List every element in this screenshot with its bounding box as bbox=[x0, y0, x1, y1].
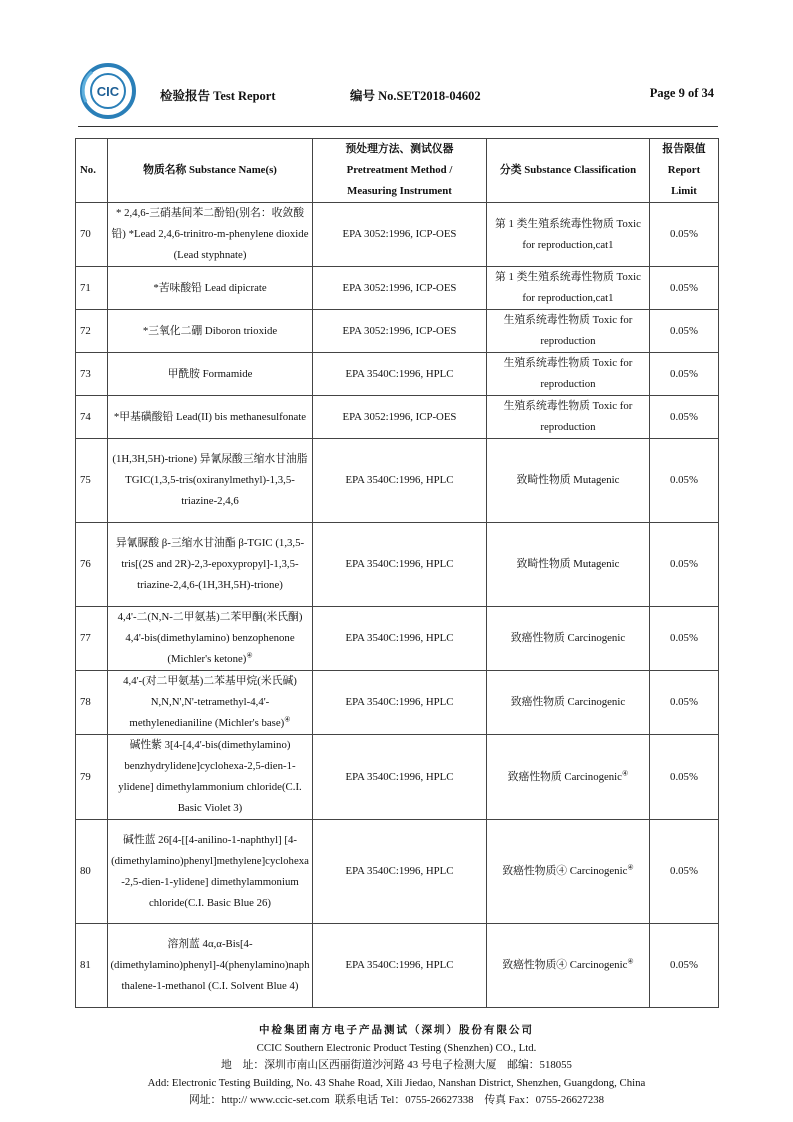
cell-limit-text: 0.05% bbox=[670, 865, 698, 877]
cell-method bbox=[313, 267, 487, 310]
cell-method-text: EPA 3052:1996, ICP-OES bbox=[342, 324, 457, 337]
cell-limit-text: 0.05% bbox=[670, 474, 698, 486]
cell-classification bbox=[487, 820, 650, 924]
cell-no-text: 78 bbox=[80, 696, 91, 708]
table-row bbox=[76, 924, 719, 1008]
cell-substance-name-text: 甲酰胺 Formamide bbox=[167, 367, 253, 380]
cell-classification-text: 生殖系统毒性物质 Toxic for reproduction bbox=[503, 400, 633, 433]
cell-classification bbox=[487, 439, 650, 523]
cell-substance-name bbox=[108, 203, 313, 267]
cell-classification bbox=[487, 310, 650, 353]
header-no: No. bbox=[76, 139, 108, 203]
cell-no-text: 79 bbox=[80, 770, 91, 783]
cell-method-text: EPA 3540C:1996, HPLC bbox=[345, 770, 454, 783]
cell-method bbox=[313, 607, 487, 671]
cell-substance-name bbox=[108, 267, 313, 310]
cell-method bbox=[313, 396, 487, 439]
cell-no-text: 73 bbox=[80, 367, 91, 380]
cell-no-text: 76 bbox=[80, 558, 91, 570]
cell-method bbox=[313, 203, 487, 267]
cell-substance-name bbox=[108, 523, 313, 607]
cell-no-text: 71 bbox=[80, 281, 91, 294]
cell-substance-name bbox=[108, 820, 313, 924]
cell-no-text: 77 bbox=[80, 632, 91, 644]
cell-limit-text: 0.05% bbox=[670, 770, 698, 783]
cell-limit-text: 0.05% bbox=[670, 959, 698, 971]
cell-no bbox=[76, 671, 108, 735]
cell-no bbox=[76, 820, 108, 924]
cell-substance-name-text: 异氰脲酸 β-三缩水甘油酯 β-TGIC (1,3,5-tris[(2S and 2R)-2,3-epoxypropyl]-1,3,5-triazine-2,4,6-(1H,3H,5H)-trione) bbox=[115, 537, 305, 591]
cell-method bbox=[313, 353, 487, 396]
cell-no-text: 80 bbox=[80, 865, 91, 877]
cell-method bbox=[313, 924, 487, 1008]
table-row bbox=[76, 203, 719, 267]
table-row bbox=[76, 267, 719, 310]
cell-limit-text: 0.05% bbox=[670, 558, 698, 570]
cell-classification bbox=[487, 396, 650, 439]
cell-classification bbox=[487, 735, 650, 820]
cell-substance-name-text: 碱性蓝 26[4-[[4-anilino-1-naphthyl] [4-(dimethylamino)phenyl]methylene]cyclohexa-2,5-dien-1-ylidene] dimethylammonium chloride(C.I. Basic Blue 26) bbox=[111, 833, 309, 909]
cell-method-text: EPA 3540C:1996, HPLC bbox=[345, 632, 454, 644]
address-en: Add: Electronic Testing Building, No. 43 Shahe Road, Xili Jiedao, Nanshan District, Shenzhen, Guangdong, China bbox=[147, 1076, 646, 1089]
page-number: Page 9 of 34 bbox=[649, 86, 714, 100]
cell-no-text: 74 bbox=[80, 410, 91, 423]
cell-substance-name bbox=[108, 396, 313, 439]
cell-limit bbox=[650, 439, 719, 523]
cell-classification-text: 第 1 类生殖系统毒性物质 Toxic for reproduction,cat1 bbox=[495, 217, 641, 251]
cell-method bbox=[313, 820, 487, 924]
header-method-line3: Measuring Instrument bbox=[347, 185, 452, 197]
cell-limit bbox=[650, 353, 719, 396]
cell-method-text: EPA 3540C:1996, HPLC bbox=[345, 865, 454, 877]
cell-no bbox=[76, 439, 108, 523]
cell-substance-name bbox=[108, 924, 313, 1008]
substance-table bbox=[75, 138, 719, 1008]
cell-classification-text: 生殖系统毒性物质 Toxic for reproduction bbox=[503, 314, 633, 347]
cell-no bbox=[76, 267, 108, 310]
cell-limit bbox=[650, 607, 719, 671]
header-classification: 分类 Substance Classification bbox=[487, 139, 650, 203]
cell-method bbox=[313, 671, 487, 735]
report-title: 检验报告 Test Report bbox=[160, 89, 276, 103]
cell-classification bbox=[487, 523, 650, 607]
cell-substance-name bbox=[108, 353, 313, 396]
cell-method bbox=[313, 735, 487, 820]
table-row bbox=[76, 353, 719, 396]
cell-substance-name-text: *三氧化二硼 Diboron trioxide bbox=[142, 324, 278, 337]
header-limit bbox=[650, 139, 719, 203]
cell-method-text: EPA 3540C:1996, HPLC bbox=[345, 696, 454, 708]
cell-no bbox=[76, 353, 108, 396]
contact-info: 网址：http:// www.ccic-set.com 联系电话 Tel：0755-26627338 传真 Fax：0755-26627238 bbox=[188, 1094, 605, 1106]
table-row bbox=[76, 820, 719, 924]
table-row bbox=[76, 523, 719, 607]
cell-substance-name-text: * 2,4,6-三硝基间苯二酚铅(别名：收敛酸铅) *Lead 2,4,6-trinitro-m-phenylene dioxide (Lead styphnate) bbox=[111, 207, 309, 261]
header-limit-line2: Report bbox=[667, 164, 701, 176]
cell-classification bbox=[487, 671, 650, 735]
cell-no bbox=[76, 203, 108, 267]
cell-no bbox=[76, 924, 108, 1008]
cell-classification bbox=[487, 353, 650, 396]
svg-text:CIC: CIC bbox=[96, 84, 120, 99]
cell-no bbox=[76, 310, 108, 353]
cell-method-text: EPA 3052:1996, ICP-OES bbox=[342, 410, 457, 423]
header-divider bbox=[78, 126, 718, 127]
cell-classification bbox=[487, 924, 650, 1008]
cell-limit-text: 0.05% bbox=[670, 228, 698, 240]
cell-method-text: EPA 3540C:1996, HPLC bbox=[345, 558, 454, 570]
address-cn: 地 址：深圳市南山区西丽街道沙河路 43 号电子检测大厦 邮编：518055 bbox=[221, 1059, 572, 1071]
cell-substance-name-text: (1H,3H,5H)-trione) 异氰尿酸三缩水甘油脂 TGIC(1,3,5-tris(oxiranylmethyl)-1,3,5-triazine-2,4,6 bbox=[112, 453, 308, 507]
page-footer bbox=[75, 1022, 718, 1110]
table-row bbox=[76, 396, 719, 439]
cell-limit bbox=[650, 924, 719, 1008]
table-row bbox=[76, 439, 719, 523]
cell-substance-name-text: *苦味酸铅 Lead dipicrate bbox=[153, 281, 267, 294]
cell-classification bbox=[487, 267, 650, 310]
cell-limit-text: 0.05% bbox=[670, 281, 698, 294]
cell-limit bbox=[650, 523, 719, 607]
table-header-row bbox=[76, 139, 719, 203]
header-limit-line1: 报告限值 bbox=[662, 143, 706, 155]
cell-limit-text: 0.05% bbox=[670, 367, 698, 380]
cell-substance-name-text: 4,4'-(对二甲氨基)二苯基甲烷(米氏碱) N,N,N',N'-tetramethyl-4,4'-methylenedianiline (Michler's base) bbox=[123, 675, 297, 729]
cell-substance-name-text: 4,4'-二(N,N-二甲氨基)二苯甲酮(米氏酮) 4,4'-bis(dimethylamino) benzophenone (Michler's ketone) bbox=[117, 611, 303, 665]
cell-limit-text: 0.05% bbox=[670, 632, 698, 644]
cell-no bbox=[76, 735, 108, 820]
cell-method-text: EPA 3052:1996, ICP-OES bbox=[342, 228, 457, 240]
cell-method-text: EPA 3540C:1996, HPLC bbox=[345, 367, 454, 380]
footnote-mark: ④ bbox=[621, 768, 629, 777]
cell-no-text: 81 bbox=[80, 959, 91, 971]
ccic-logo-icon bbox=[78, 62, 138, 120]
cell-classification-text: 致癌性物质④ Carcinogenic bbox=[502, 959, 628, 971]
cell-no-text: 75 bbox=[80, 474, 91, 486]
cell-classification-text: 致癌性物质 Carcinogenic bbox=[510, 696, 626, 708]
cell-limit bbox=[650, 267, 719, 310]
page-header bbox=[78, 62, 718, 122]
cell-method bbox=[313, 310, 487, 353]
cell-no bbox=[76, 523, 108, 607]
cell-substance-name-text: 碱性紫 3[4-[4,4'-bis(dimethylamino) benzhydrylidene]cyclohexa-2,5-dien-1-ylidene] dimethylammonium chloride(C.I. Basic Violet 3) bbox=[118, 739, 302, 814]
cell-no bbox=[76, 396, 108, 439]
cell-method-text: EPA 3540C:1996, HPLC bbox=[345, 959, 454, 971]
cell-limit bbox=[650, 671, 719, 735]
cell-limit bbox=[650, 310, 719, 353]
company-name-en: CCIC Southern Electronic Product Testing (Shenzhen) CO., Ltd. bbox=[256, 1041, 537, 1054]
cell-method-text: EPA 3540C:1996, HPLC bbox=[345, 474, 454, 486]
cell-classification-text: 致畸性物质 Mutagenic bbox=[516, 474, 620, 486]
table-row bbox=[76, 310, 719, 353]
report-number: 编号 No.SET2018-04602 bbox=[350, 89, 481, 103]
cell-limit-text: 0.05% bbox=[670, 696, 698, 708]
cell-classification-text: 致癌性物质 Carcinogenic bbox=[510, 632, 626, 644]
table-row bbox=[76, 735, 719, 820]
cell-limit-text: 0.05% bbox=[670, 410, 698, 423]
cell-substance-name bbox=[108, 439, 313, 523]
cell-limit bbox=[650, 396, 719, 439]
cell-classification-text: 第 1 类生殖系统毒性物质 Toxic for reproduction,cat1 bbox=[495, 271, 641, 304]
cell-limit bbox=[650, 820, 719, 924]
cell-substance-name-text: 溶剂蓝 4α,α-Bis[4-(dimethylamino)phenyl]-4(phenylamino)naphthalene-1-methanol (C.I. Solvent Blue 4) bbox=[110, 938, 310, 992]
footnote-mark: ④ bbox=[627, 957, 634, 966]
cell-classification-text: 致癌性物质 Carcinogenic bbox=[507, 770, 622, 783]
cell-substance-name bbox=[108, 607, 313, 671]
cell-no-text: 72 bbox=[80, 324, 91, 337]
cell-limit bbox=[650, 735, 719, 820]
cell-substance-name bbox=[108, 671, 313, 735]
cell-classification bbox=[487, 607, 650, 671]
cell-no-text: 70 bbox=[80, 228, 91, 240]
footnote-mark: ④ bbox=[627, 863, 634, 872]
header-substance-name: 物质名称 Substance Name(s) bbox=[108, 139, 313, 203]
footnote-mark: ④ bbox=[284, 715, 291, 724]
cell-classification bbox=[487, 203, 650, 267]
cell-substance-name bbox=[108, 735, 313, 820]
footnote-mark: ④ bbox=[246, 651, 253, 660]
cell-substance-name bbox=[108, 310, 313, 353]
cell-method-text: EPA 3052:1996, ICP-OES bbox=[342, 281, 457, 294]
table-row bbox=[76, 607, 719, 671]
cell-limit bbox=[650, 203, 719, 267]
cell-no bbox=[76, 607, 108, 671]
header-limit-line3: Limit bbox=[671, 185, 697, 197]
table-row bbox=[76, 671, 719, 735]
cell-classification-text: 生殖系统毒性物质 Toxic for reproduction bbox=[503, 357, 633, 390]
cell-limit-text: 0.05% bbox=[670, 324, 698, 337]
cell-classification-text: 致畸性物质 Mutagenic bbox=[516, 558, 620, 570]
header-method bbox=[313, 139, 487, 203]
cell-classification-text: 致癌性物质④ Carcinogenic bbox=[502, 865, 628, 877]
company-name-cn: 中检集团南方电子产品测试（深圳）股份有限公司 bbox=[259, 1024, 534, 1036]
header-method-line2: Pretreatment Method / bbox=[346, 164, 453, 176]
header-method-line1: 预处理方法、测试仪器 bbox=[345, 143, 454, 155]
cell-method bbox=[313, 523, 487, 607]
cell-method bbox=[313, 439, 487, 523]
cell-substance-name-text: *甲基磺酸铅 Lead(II) bis methanesulfonate bbox=[113, 410, 307, 423]
